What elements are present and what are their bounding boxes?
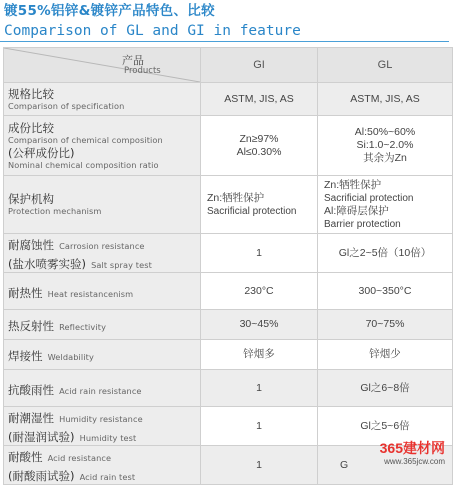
gl-value xyxy=(318,176,453,234)
gi-value xyxy=(201,446,318,485)
gi-value xyxy=(201,234,318,273)
gi-value xyxy=(201,310,318,340)
row-label xyxy=(4,310,201,340)
gl-value xyxy=(318,370,453,407)
row-label xyxy=(4,446,201,485)
row-label-en: Comparison of chemical composition xyxy=(8,134,163,145)
gl-value-line: G xyxy=(340,458,349,471)
header-gi: GI xyxy=(201,48,318,83)
table-row xyxy=(4,370,453,407)
row-label xyxy=(4,273,201,310)
gi-value xyxy=(201,407,318,446)
gl-value-line: Si:1.0~2.0% xyxy=(356,139,414,151)
gi-value xyxy=(201,83,318,116)
row-label-cn: 保护机构 xyxy=(8,192,54,206)
row-label-en: Comparison of specification xyxy=(8,100,125,111)
row-label-en: Acid resistance xyxy=(47,453,112,463)
row-label-en: Protection mechanism xyxy=(8,206,102,216)
gi-value-line: 1 xyxy=(256,419,262,432)
gi-value-line: Al≤0.30% xyxy=(236,145,282,158)
row-label xyxy=(4,370,201,407)
row-label xyxy=(4,407,201,446)
gi-value-line: 230°C xyxy=(244,284,274,297)
row-label-en: Reflectivity xyxy=(59,322,107,332)
gi-value-line: 30~45% xyxy=(239,318,279,330)
row-label xyxy=(4,116,201,176)
row-label-en-sub: Acid rain test xyxy=(79,472,136,482)
table-row xyxy=(4,273,453,310)
row-label-cn: 耐酸性 xyxy=(8,450,43,464)
gi-value-line: Sacrificial protection xyxy=(207,205,297,217)
row-label-cn: 耐腐蚀性 xyxy=(8,238,54,252)
row-label-cn-sub: (耐酸雨试验) xyxy=(8,469,75,483)
gi-value-line: 锌烟多 xyxy=(243,348,275,360)
title-divider xyxy=(0,41,449,42)
row-label-cn: 耐潮湿性 xyxy=(8,411,54,425)
header-diagonal-cell xyxy=(4,48,201,83)
gl-value xyxy=(318,234,453,273)
diagonal-line xyxy=(4,48,200,82)
table-row xyxy=(4,176,453,234)
page-title-en: Comparison of GL and GI in feature xyxy=(4,23,301,39)
row-label-en-sub: Nominal chemical composition ratio xyxy=(8,159,159,170)
comparison-table xyxy=(3,47,453,485)
gi-value-line: Zn≥97% xyxy=(239,132,279,145)
gl-value xyxy=(318,310,453,340)
row-label-cn-sub: (盐水喷雾实验) xyxy=(8,257,86,271)
row-label-cn: 规格比较 xyxy=(8,86,54,101)
gi-value xyxy=(201,273,318,310)
gi-value-line: Zn:牺牲保护 xyxy=(207,191,265,204)
row-label-en-sub: Salt spray test xyxy=(91,260,152,270)
row-label-cn: 成份比较 xyxy=(8,120,54,135)
gl-value-line: 其余为Zn xyxy=(363,152,407,164)
watermark-url: www.365jcw.com xyxy=(384,457,445,466)
gl-value xyxy=(318,340,453,370)
gi-value xyxy=(201,340,318,370)
gl-value-line: 锌烟少 xyxy=(369,348,401,360)
row-label-cn: 耐热性 xyxy=(8,285,43,300)
gi-value-line: 1 xyxy=(256,246,262,259)
header-products-en: Products xyxy=(124,66,161,76)
gl-value-line: Barrier protection xyxy=(324,218,401,230)
gi-value-line: 1 xyxy=(256,458,262,471)
page-title-cn: 镀55%铝锌&镀锌产品特色、比较 xyxy=(4,3,215,19)
row-label xyxy=(4,234,201,273)
table-row xyxy=(4,234,453,273)
gl-value-line: Sacrificial protection xyxy=(324,192,414,204)
watermark-logo xyxy=(380,438,445,458)
row-label-en: Weldability xyxy=(47,352,94,362)
gl-value xyxy=(318,273,453,310)
gi-value xyxy=(201,116,318,176)
row-label xyxy=(4,83,201,116)
row-label-cn: 热反射性 xyxy=(8,319,54,333)
row-label-cn: 抗酸雨性 xyxy=(8,382,54,397)
row-label xyxy=(4,340,201,370)
row-label-en-sub: Humidity test xyxy=(79,433,137,443)
table-row xyxy=(4,310,453,340)
gl-value-line: ASTM, JIS, AS xyxy=(350,92,420,105)
row-label-cn-sub: (公秤成份比) xyxy=(8,145,75,160)
table-header-row xyxy=(4,48,453,83)
gi-value-line: 1 xyxy=(256,381,262,394)
header-products-cn: 产品 xyxy=(122,54,144,67)
gl-value-line: Al:障碍层保护 xyxy=(324,204,389,217)
row-label-en: Heat resistancenism xyxy=(47,288,134,299)
table-row xyxy=(4,83,453,116)
gl-value-line: Al:50%~60% xyxy=(354,126,416,138)
row-label-cn: 焊接性 xyxy=(8,349,43,363)
title-block xyxy=(4,2,450,41)
gl-value-line: Gl之2~5倍（10倍） xyxy=(338,246,432,259)
row-label-cn-sub: (耐湿润试验) xyxy=(8,430,75,444)
gi-value-line: ASTM, JIS, AS xyxy=(224,92,294,105)
gl-value-line: 70~75% xyxy=(365,318,405,330)
table-row xyxy=(4,340,453,370)
gl-value xyxy=(318,83,453,116)
gi-value xyxy=(201,370,318,407)
row-label-en: Humidity resistance xyxy=(59,414,143,424)
row-label xyxy=(4,176,201,234)
watermark-logo-cn: 建材网 xyxy=(403,440,445,456)
row-label-en: Carrosion resistance xyxy=(59,241,145,251)
gl-value-line: Gl之6~8倍 xyxy=(360,381,410,394)
gl-value xyxy=(318,116,453,176)
gl-value-line: 300~350°C xyxy=(358,284,412,297)
watermark-logo-num: 365 xyxy=(379,440,403,456)
row-label-en: Acid rain resistance xyxy=(59,385,142,396)
gl-value-line: Gl之5~6倍 xyxy=(360,419,410,432)
site-watermark xyxy=(380,438,445,466)
header-gl: GL xyxy=(318,48,453,83)
table-row xyxy=(4,116,453,176)
gl-value-line: Zn:牺牲保护 xyxy=(324,178,382,191)
gi-value xyxy=(201,176,318,234)
